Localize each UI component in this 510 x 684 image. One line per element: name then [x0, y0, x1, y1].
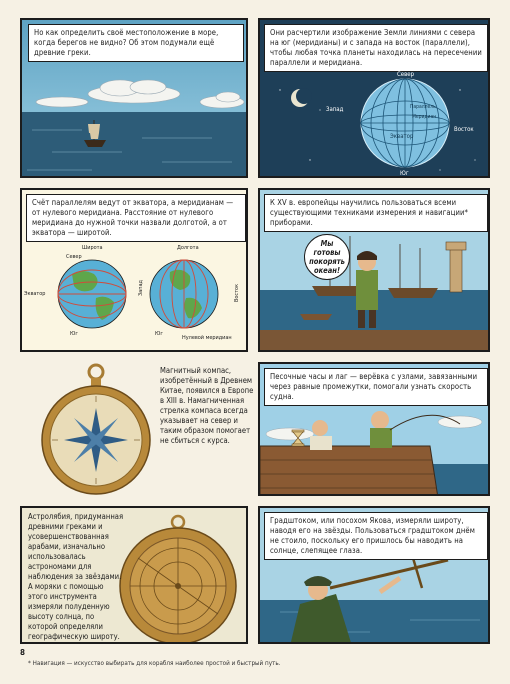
panel-log-line [258, 362, 490, 496]
label-east-right: Восток [234, 283, 240, 302]
caption-lat-long: Счёт параллелям ведут от экватора, а меридианам — от нулевого меридиана. Расстояние от нулевого меридиана до нужной точки назвали долготой, а от экватора — широтой. [26, 194, 246, 242]
panel-compass [20, 362, 254, 496]
compass-text: Магнитный компас, изобретённый в Древнем Китае, появился в Европе в XIII в. Намагниченная стрелка компаса всегда указывает на север и таким образом помогает не сбиться с курса. [160, 366, 254, 445]
page-number: 8 [20, 648, 26, 657]
label-meridian: Меридиан [412, 114, 437, 120]
label-longitude: Долгота [177, 245, 199, 251]
label-west-right: Запад [138, 280, 144, 296]
panel-jacobs-staff [258, 506, 490, 644]
label-equator-left: Экватор [24, 291, 46, 297]
label-south-left: Юг [70, 331, 78, 337]
label-equator: Экватор [390, 133, 414, 140]
label-east: Восток [454, 126, 474, 133]
footnote: * Навигация — искусство выбирать для корабля наиболее простой и быстрый путь. [28, 660, 281, 667]
label-north-left: Север [66, 254, 82, 260]
speech-bubble: Мы готовы покорять океан! [304, 234, 350, 280]
label-latitude: Широта [82, 245, 103, 251]
sailor-figure-1 [370, 411, 392, 448]
caption-xv-century: К XV в. европейцы научились пользоваться всеми существующими техниками измерения и навигации* приборами. [264, 194, 488, 232]
caption-grid: Они расчертили изображение Земли линиями с севера на юг (меридианы) и с запада на восток (параллели), чтобы любая точка планеты находилась на пересечении параллели и меридиана. [264, 24, 488, 72]
label-south: Юг [400, 170, 409, 177]
caption-jacobs-staff: Градштоком, или посохом Якова, измеряли широту, наводя его на звёзды. Пользоваться градштоком днём не стоило, поскольку его пришлось бы наводить на солнце, слепящее глаза. [264, 512, 488, 560]
label-north: Север [397, 71, 415, 78]
caption-log-line: Песочные часы и лаг — верёвка с узлами, завязанными через равные промежутки, помогали узнать скорость судна. [264, 368, 488, 406]
label-parallel: Параллель [410, 104, 436, 110]
panel-lat-long [20, 188, 248, 352]
panel-explorer [258, 188, 490, 352]
panel-astrolabe [20, 506, 248, 644]
caption-greeks: Но как определить своё местоположение в море, когда берегов не видно? Об этом подумали ещё древние греки. [28, 24, 244, 62]
panel-sea-ship [20, 18, 248, 178]
astrolabe-text: Астролябия, придуманная древними греками и усовершенствованная арабами, изначально использовалась астрономами для наблюдения за звёздами. А моряки с помощью этого инструмента измеряли полуденную высоту солнца, по которой определяли географическую широту. [28, 512, 124, 641]
label-west: Запад [326, 106, 344, 113]
panel-globe-grid [258, 18, 490, 178]
label-south-right: Юг [155, 331, 163, 337]
label-zero-meridian: Нулевой меридиан [182, 335, 232, 341]
